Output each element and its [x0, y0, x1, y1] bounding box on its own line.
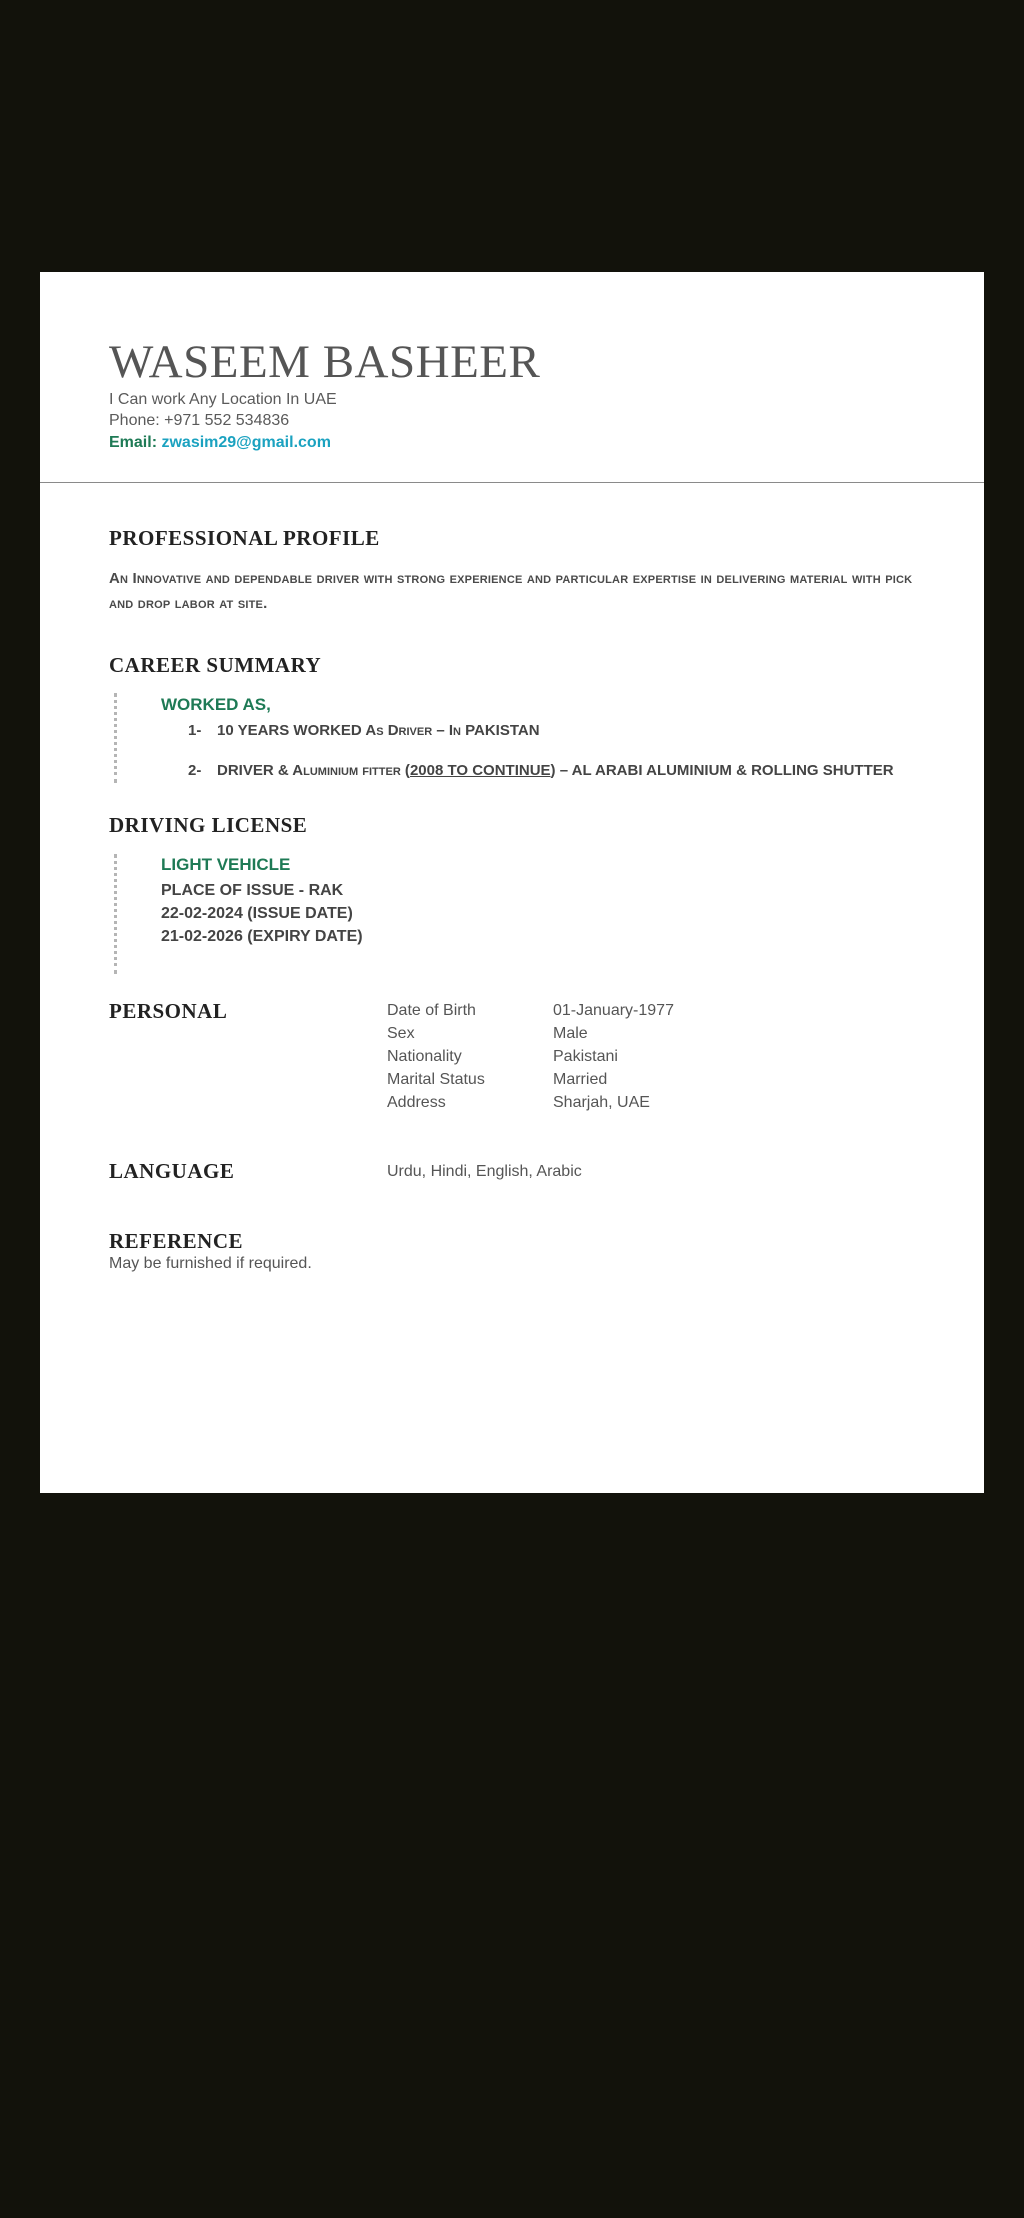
personal-value: Male: [553, 1025, 588, 1042]
career-item: [188, 722, 540, 739]
resume-page: [40, 272, 984, 1493]
header-divider: [40, 482, 984, 483]
personal-label: Marital Status: [387, 1071, 485, 1088]
career-side-bar: [114, 693, 117, 783]
personal-label: Nationality: [387, 1048, 462, 1065]
email-label: Email:: [109, 434, 158, 451]
career-item-period: 2008 TO CONTINUE: [409, 762, 551, 779]
career-item: [188, 762, 894, 779]
license-side-bar: [114, 854, 117, 974]
personal-value: Sharjah, UAE: [553, 1094, 650, 1111]
personal-value: Pakistani: [553, 1048, 618, 1065]
career-item-employer: ) – AL ARABI ALUMINIUM & ROLLING SHUTTER: [550, 762, 894, 779]
reference-heading: REFERENCE: [109, 1229, 244, 1253]
profile-heading: PROFESSIONAL PROFILE: [109, 526, 380, 550]
email-line: [109, 434, 331, 452]
location-text: I Can work Any Location In UAE: [109, 391, 337, 408]
worked-as-label: WORKED AS,: [161, 695, 271, 714]
language-heading: LANGUAGE: [109, 1159, 235, 1183]
resume-name: WASEEM BASHEER: [109, 336, 541, 388]
license-issue-place: PLACE OF ISSUE - RAK: [161, 882, 344, 899]
reference-text: May be furnished if required.: [109, 1255, 312, 1272]
personal-value: 01-January-1977: [553, 1002, 674, 1019]
license-heading: DRIVING LICENSE: [109, 813, 308, 837]
license-issue-date: 22-02-2024 (ISSUE DATE): [161, 905, 353, 922]
personal-label: Sex: [387, 1025, 415, 1042]
license-expiry-date: 21-02-2026 (EXPIRY DATE): [161, 928, 363, 945]
profile-text: An Innovative and dependable driver with strong experience and particular expertise in delivering material with pick and drop labor at site.: [109, 570, 913, 612]
personal-label: Date of Birth: [387, 1002, 476, 1019]
career-item-text: 10 YEARS WORKED As Driver – In PAKISTAN: [217, 722, 540, 739]
personal-value: Married: [553, 1071, 608, 1088]
email-link[interactable]: zwasim29@gmail.com: [161, 434, 331, 451]
personal-label: Address: [387, 1094, 446, 1111]
phone-text: Phone: +971 552 534836: [109, 412, 290, 429]
language-list: Urdu, Hindi, English, Arabic: [387, 1163, 582, 1180]
career-item-number: 2-: [188, 762, 202, 779]
career-item-number: 1-: [188, 722, 202, 739]
personal-heading: PERSONAL: [109, 999, 228, 1023]
license-type: LIGHT VEHICLE: [161, 855, 291, 874]
career-item-text: DRIVER & Aluminium fitter (: [217, 762, 410, 779]
career-heading: CAREER SUMMARY: [109, 653, 322, 677]
